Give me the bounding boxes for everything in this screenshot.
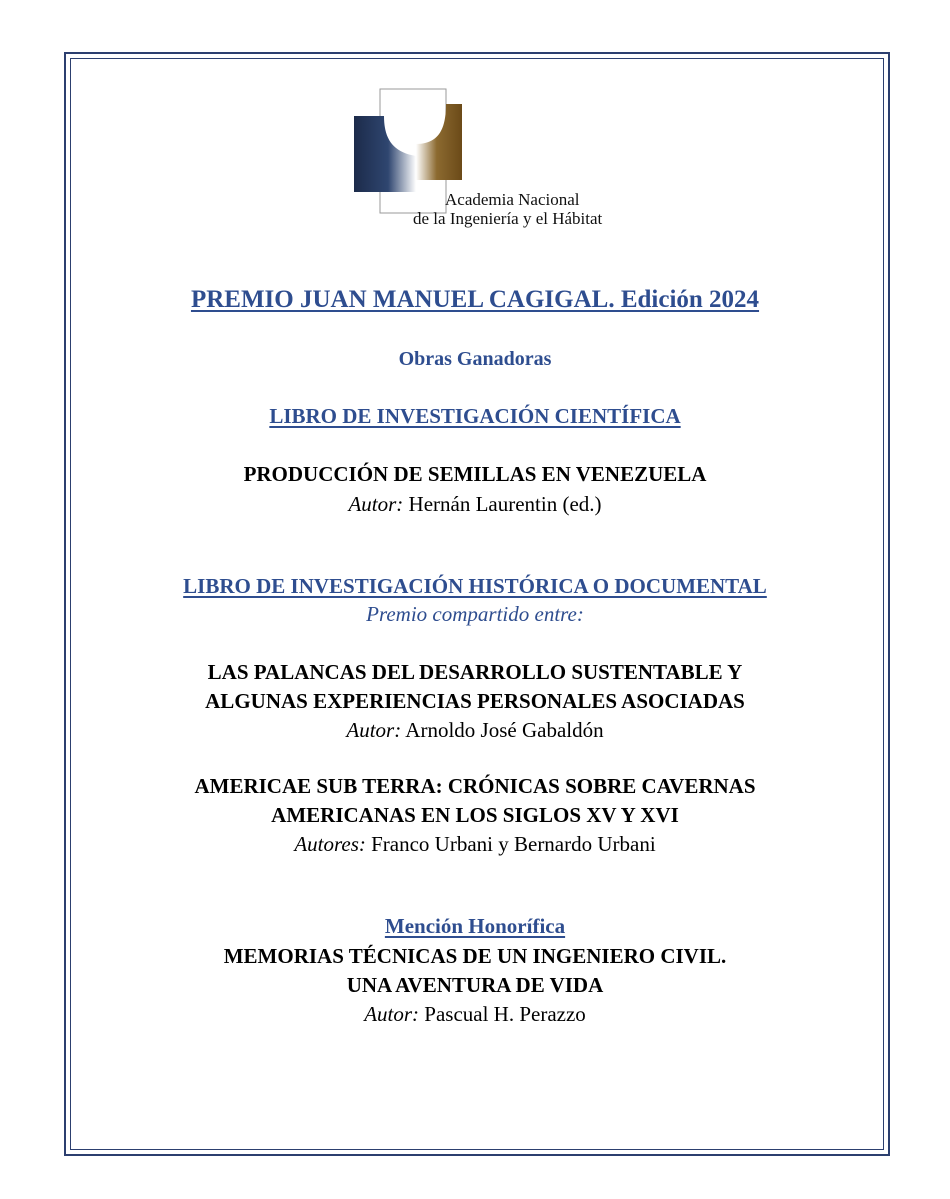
organization-line-1: Academia Nacional [445, 190, 580, 209]
honorable-mention-heading: Mención Honorífica [384, 914, 566, 938]
author-label: Autor: [346, 718, 402, 742]
work-author [0, 490, 950, 518]
page-title: PREMIO JUAN MANUEL CAGIGAL. Edición 2024 [190, 286, 760, 313]
shared-award-note: Premio compartido entre: [366, 602, 584, 626]
author-label: Autores: [294, 832, 366, 856]
work-author [0, 716, 950, 744]
author-name: Franco Urbani y Bernardo Urbani [365, 832, 656, 856]
page-subtitle: Obras Ganadoras [398, 348, 552, 370]
work-title-line: AMERICANAS EN LOS SIGLOS XV Y XVI [271, 803, 679, 827]
work-title [0, 772, 950, 830]
organization-line-2: de la Ingeniería y el Hábitat [413, 209, 603, 228]
author-name: Pascual H. Perazzo [419, 1002, 586, 1026]
work-title-line: LAS PALANCAS DEL DESARROLLO SUSTENTABLE Y [207, 660, 743, 684]
work-author [0, 830, 950, 858]
work-title-line: AMERICAE SUB TERRA: CRÓNICAS SOBRE CAVERNAS [194, 774, 756, 798]
work-title [0, 942, 950, 1000]
work-title [0, 460, 950, 489]
work-title-line: ALGUNAS EXPERIENCIAS PERSONALES ASOCIADAS [205, 689, 745, 713]
organization-name [413, 190, 602, 228]
work-title-line: UNA AVENTURA DE VIDA [346, 973, 604, 997]
author-name: Arnoldo José Gabaldón [401, 718, 604, 742]
category-heading: LIBRO DE INVESTIGACIÓN HISTÓRICA O DOCUMENTAL [183, 574, 767, 598]
author-name: Hernán Laurentin (ed.) [403, 492, 602, 516]
work-author [0, 1000, 950, 1028]
work-title-line: PRODUCCIÓN DE SEMILLAS EN VENEZUELA [243, 462, 707, 486]
author-label: Autor: [364, 1002, 420, 1026]
work-title [0, 658, 950, 716]
category-heading: LIBRO DE INVESTIGACIÓN CIENTÍFICA [269, 404, 681, 428]
author-label: Autor: [348, 492, 404, 516]
work-title-line: MEMORIAS TÉCNICAS DE UN INGENIERO CIVIL. [223, 944, 727, 968]
